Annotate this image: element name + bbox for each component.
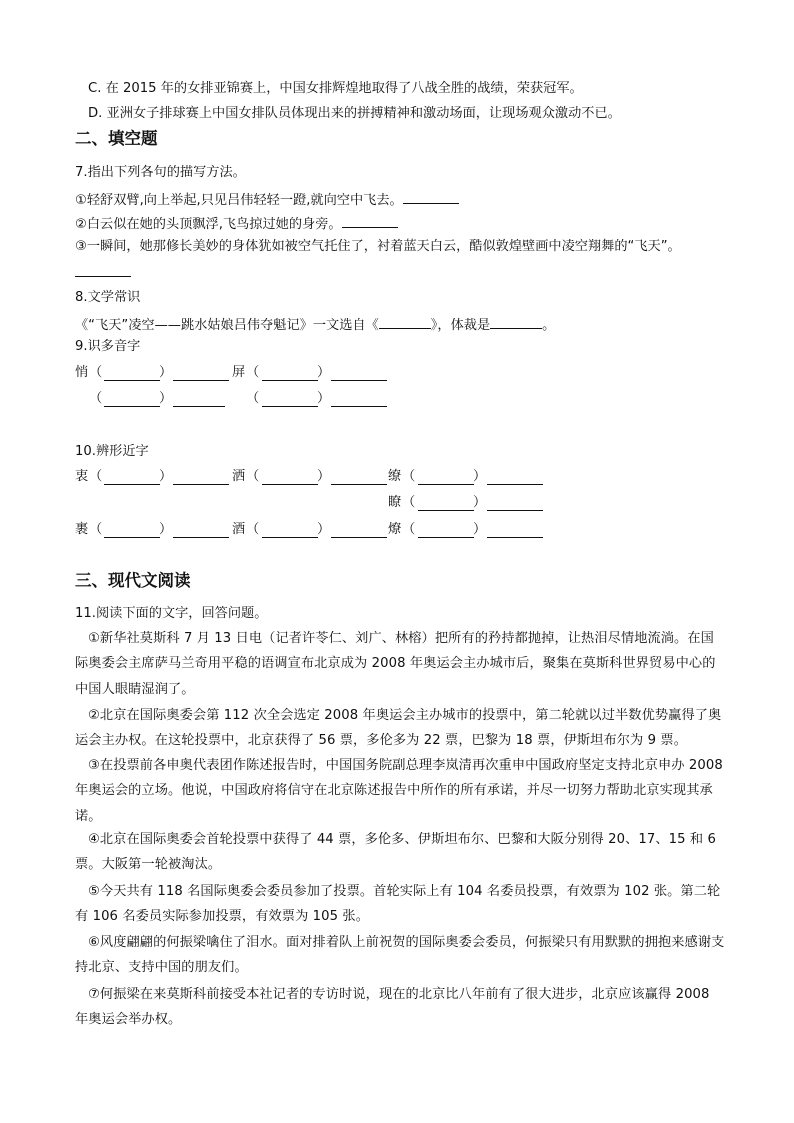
section-title-reading: 三、现代文阅读 (75, 571, 191, 590)
q10-rp: ） (159, 522, 173, 537)
q10-char-6: 酒 (232, 522, 246, 537)
reading-paragraph-1 (75, 626, 725, 702)
q8-question (75, 314, 555, 335)
q10-char-1: 衷 (75, 469, 89, 484)
reading-paragraph-7 (75, 982, 725, 1033)
paragraph-text: ⑦何振梁在来莫斯科前接受本社记者的专访时说，现在的北京比八年前有了很大进步，北京应该赢得 2008 年奥运会举办权。 (75, 987, 710, 1028)
paragraph-text: ④北京在国际奥委会首轮投票中获得了 44 票，多伦多、伊斯坦布尔、巴黎和大阪分别得 20、17、15 和 6 票。大阪第一轮被淘汰。 (75, 832, 717, 873)
q10-word-5[interactable] (173, 523, 229, 538)
q10-lp: （ (89, 469, 103, 484)
q10-char-3: 缭 (388, 469, 402, 484)
q10-word-7[interactable] (487, 523, 543, 538)
q10-char-2: 洒 (232, 469, 246, 484)
q7-s3-blank[interactable] (75, 262, 131, 277)
q7-stem: 7.指出下列各句的描写方法。 (75, 165, 246, 180)
paragraph-text: ③在投票前各申奥代表团作陈述报告时，中国国务院副总理李岚清再次重申中国政府坚定支持北京申办 2008 年奥运会的立场。他说，中国政府将信守在北京陈述报告中所作的所有承诺，并尽一切努力帮助北京实现其承诺。 (75, 758, 723, 824)
q9-lp: （ (246, 391, 260, 406)
q10-word-2[interactable] (331, 470, 387, 485)
q8-stem: 8.文学常识 (75, 290, 141, 305)
q10-lp: （ (246, 469, 260, 484)
q9-row-2 (75, 390, 395, 408)
q9-char-2: 屏 (232, 365, 246, 380)
q10-row-3 (75, 521, 555, 539)
q9-lp: （ (89, 391, 103, 406)
q8-part2: 》，体裁是 (430, 318, 491, 333)
q9-word-1a[interactable] (173, 366, 229, 381)
reading-paragraph-6 (75, 930, 725, 981)
q10-rp: ） (473, 522, 487, 537)
q10-lp: （ (89, 522, 103, 537)
paragraph-text: ⑤今天共有 118 名国际奥委会委员参加了投票。首轮实际上有 104 名委员投票，有效票为 102 张。第二轮有 106 名委员实际参加投票，有效票为 105 张。 (75, 884, 721, 925)
q10-word-1[interactable] (173, 470, 229, 485)
q7-sentence-2 (75, 213, 398, 234)
q8-part3: 。 (542, 318, 556, 333)
q10-pinyin-1[interactable] (104, 470, 160, 485)
q9-word-2b[interactable] (331, 392, 387, 407)
q10-word-3[interactable] (487, 470, 543, 485)
q10-lp: （ (246, 522, 260, 537)
reading-paragraph-4 (75, 827, 725, 878)
paragraph-text: ⑥风度翩翩的何振梁噙住了泪水。面对排着队上前祝贺的国际奥委会委员，何振梁只有用默默的拥抱来感谢支持北京、支持中国的朋友们。 (75, 935, 725, 976)
q8-part1: 《“飞天”凌空——跳水姑娘吕伟夺魁记》一文选自《 (75, 318, 379, 333)
q9-pinyin-2b[interactable] (262, 392, 318, 407)
q10-rp: ） (473, 469, 487, 484)
q9-word-2a[interactable] (331, 366, 387, 381)
q10-char-5: 裹 (75, 522, 89, 537)
q10-pinyin-5[interactable] (104, 523, 160, 538)
q8-source-blank[interactable] (379, 314, 431, 329)
q7-s2-blank[interactable] (342, 213, 398, 228)
q10-pinyin-3[interactable] (418, 470, 474, 485)
q10-pinyin-6[interactable] (262, 523, 318, 538)
reading-paragraph-2 (75, 703, 725, 754)
q10-lp: （ (402, 495, 416, 510)
q10-rp: ） (317, 522, 331, 537)
q10-rp: ） (473, 495, 487, 510)
q10-lp: （ (402, 522, 416, 537)
q9-row-1 (75, 364, 395, 382)
q10-char-7: 燎 (388, 522, 402, 537)
q9-word-1b[interactable] (173, 392, 225, 407)
reading-paragraph-5 (75, 879, 725, 930)
q9-rp: ） (317, 365, 331, 380)
q10-rp: ） (317, 469, 331, 484)
q10-pinyin-4[interactable] (418, 496, 474, 511)
q10-word-6[interactable] (331, 523, 387, 538)
q10-char-4: 瞭 (388, 495, 402, 510)
section-title-fill-in: 二、填空题 (75, 129, 158, 148)
q9-rp: ） (159, 391, 173, 406)
q11-stem: 11.阅读下面的文字，回答问题。 (75, 606, 268, 621)
reading-paragraph-3 (75, 753, 725, 829)
q9-lp: （ (89, 365, 103, 380)
option-d: D. 亚洲女子排球赛上中国女排队员体现出来的拼搏精神和激动场面，让现场观众激动不已。 (88, 106, 621, 121)
q9-lp: （ (246, 365, 260, 380)
q9-rp: ） (317, 391, 331, 406)
q7-s1-text: ①轻舒双臂,向上举起,只见吕伟轻轻一蹬,就向空中飞去。 (75, 193, 403, 208)
q7-sentence-1 (75, 189, 459, 210)
option-c: C. 在 2015 年的女排亚锦赛上，中国女排辉煌地取得了八战全胜的战绩，荣获冠军。 (88, 81, 583, 96)
q10-row-1 (75, 468, 555, 486)
q7-s2-text: ②白云似在她的头顶飘浮,飞鸟掠过她的身旁。 (75, 217, 342, 232)
q9-char-1: 悄 (75, 365, 89, 380)
paragraph-text: ②北京在国际奥委会第 112 次全会选定 2008 年奥运会主办城市的投票中，第二轮就以过半数优势赢得了奥运会主办权。在这轮投票中，北京获得了 56 票，多伦多为 22 票，巴黎为 18 票，伊斯坦布尔为 9 票。 (75, 708, 722, 749)
q10-lp: （ (402, 469, 416, 484)
q9-stem: 9.识多音字 (75, 339, 141, 354)
q10-row-2 (75, 494, 555, 512)
q10-pinyin-7[interactable] (418, 523, 474, 538)
q10-word-4[interactable] (487, 496, 543, 511)
q9-rp: ） (159, 365, 173, 380)
q10-stem: 10.辨形近字 (75, 444, 149, 459)
q9-pinyin-1b[interactable] (104, 392, 160, 407)
q9-pinyin-2a[interactable] (262, 366, 318, 381)
q9-pinyin-1a[interactable] (104, 366, 160, 381)
q8-genre-blank[interactable] (490, 314, 542, 329)
paragraph-text: ①新华社莫斯科 7 月 13 日电（记者许苓仁、刘广、林榕）把所有的矜持都抛掉，让热泪尽情地流淌。在国际奥委会主席萨马兰奇用平稳的语调宣布北京成为 2008 年奥运会主办城市后，聚集在莫斯科世界贸易中心的中国人眼睛湿润了。 (75, 631, 716, 697)
q10-pinyin-2[interactable] (262, 470, 318, 485)
q7-sentence-3: ③一瞬间，她那修长美妙的身体犹如被空气托住了，衬着蓝天白云，酷似敦煌壁画中凌空翔舞的“飞天”。 (75, 239, 681, 254)
q7-s1-blank[interactable] (403, 189, 459, 204)
q10-rp: ） (159, 469, 173, 484)
q7-s3-answer-line (75, 262, 131, 283)
